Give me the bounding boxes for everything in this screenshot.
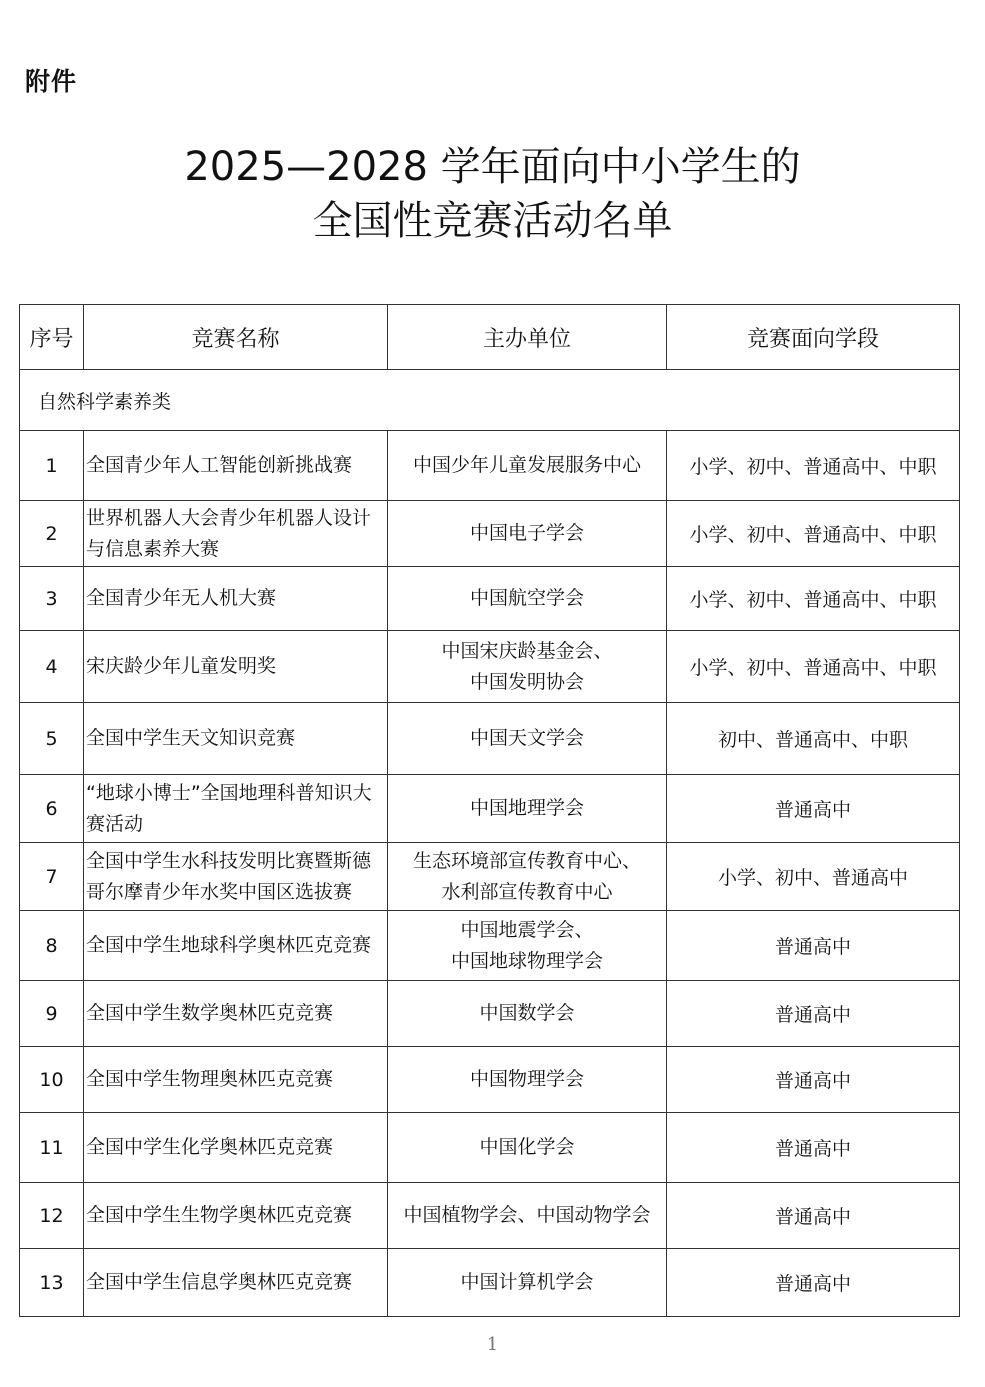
row-serial: 13 (20, 1249, 84, 1317)
row-organizer (388, 431, 667, 501)
attachment-label: 附件 (25, 67, 78, 96)
row-school-stage: 小学、初中、普通高中 (667, 843, 960, 911)
table-row (20, 775, 960, 843)
competition-name-line: “地球小博士”全国地理科普知识大 (86, 781, 372, 804)
row-serial: 4 (20, 631, 84, 703)
competition-name-line: 全国中学生化学奥林匹克竞赛 (86, 1136, 334, 1158)
table-row (20, 981, 960, 1047)
row-school-stage: 小学、初中、普通高中、中职 (667, 431, 960, 501)
row-school-stage: 普通高中 (667, 1249, 960, 1317)
row-serial: 5 (20, 703, 84, 775)
competition-name-line: 全国中学生生物学奥林匹克竞赛 (86, 1204, 353, 1226)
organizer-line: 中国发明协会 (469, 670, 584, 693)
organizer-line: 中国地震学会、 (460, 918, 594, 941)
row-organizer (388, 911, 667, 981)
row-serial: 9 (20, 981, 84, 1047)
row-competition-name (84, 775, 388, 843)
table-row (20, 1183, 960, 1249)
row-organizer (388, 567, 667, 631)
row-school-stage: 普通高中 (667, 981, 960, 1047)
row-school-stage: 小学、初中、普通高中、中职 (667, 567, 960, 631)
row-competition-name (84, 981, 388, 1047)
category-label: 自然科学素养类 (20, 370, 960, 431)
row-organizer (388, 1047, 667, 1113)
table-row (20, 1113, 960, 1183)
competition-name-line: 宋庆龄少年儿童发明奖 (86, 655, 277, 677)
table-header-row (20, 305, 960, 370)
table-row (20, 911, 960, 981)
organizer-line: 中国天文学会 (469, 727, 584, 749)
table-row (20, 631, 960, 703)
competition-name-line: 全国青少年人工智能创新挑战赛 (86, 454, 353, 476)
organizer-line: 中国地球物理学会 (450, 949, 603, 972)
competition-name-line: 全国中学生物理奥林匹克竞赛 (86, 1068, 334, 1090)
row-school-stage: 普通高中 (667, 911, 960, 981)
row-competition-name (84, 703, 388, 775)
row-competition-name (84, 1047, 388, 1113)
row-serial: 8 (20, 911, 84, 981)
row-school-stage: 普通高中 (667, 1047, 960, 1113)
row-competition-name (84, 1113, 388, 1183)
organizer-line: 水利部宣传教育中心 (441, 880, 613, 903)
row-serial: 2 (20, 501, 84, 567)
row-school-stage: 初中、普通高中、中职 (667, 703, 960, 775)
competition-name-line: 世界机器人大会青少年机器人设计 (86, 506, 372, 529)
row-serial: 7 (20, 843, 84, 911)
organizer-line: 中国计算机学会 (460, 1271, 594, 1293)
competition-name-line: 全国中学生天文知识竞赛 (86, 727, 296, 749)
competition-name-line: 全国青少年无人机大赛 (86, 587, 277, 609)
row-school-stage: 小学、初中、普通高中、中职 (667, 631, 960, 703)
organizer-line: 中国地理学会 (469, 797, 584, 819)
row-serial: 6 (20, 775, 84, 843)
row-competition-name (84, 911, 388, 981)
organizer-line: 中国化学会 (479, 1136, 575, 1158)
row-organizer (388, 631, 667, 703)
table-row (20, 703, 960, 775)
row-school-stage: 普通高中 (667, 1113, 960, 1183)
organizer-line: 中国植物学会、中国动物学会 (403, 1204, 651, 1226)
row-competition-name (84, 843, 388, 911)
row-competition-name (84, 1183, 388, 1249)
header-serial: 序号 (20, 305, 84, 370)
row-school-stage: 普通高中 (667, 775, 960, 843)
row-organizer (388, 1249, 667, 1317)
row-organizer (388, 703, 667, 775)
category-row (20, 370, 960, 431)
table-row (20, 843, 960, 911)
competition-name-line: 全国中学生水科技发明比赛暨斯德 (86, 849, 372, 872)
row-serial: 10 (20, 1047, 84, 1113)
row-competition-name (84, 431, 388, 501)
organizer-line: 中国数学会 (479, 1002, 575, 1024)
row-organizer (388, 501, 667, 567)
organizer-line: 中国少年儿童发展服务中心 (412, 454, 641, 476)
header-competition-name: 竞赛名称 (84, 305, 388, 370)
row-organizer (388, 981, 667, 1047)
organizer-line: 中国电子学会 (469, 522, 584, 544)
row-competition-name (84, 1249, 388, 1317)
competition-name-line: 与信息素养大赛 (86, 537, 220, 560)
competition-name-line: 全国中学生地球科学奥林匹克竞赛 (86, 934, 372, 956)
row-school-stage: 普通高中 (667, 1183, 960, 1249)
header-organizer: 主办单位 (388, 305, 667, 370)
organizer-line: 中国宋庆龄基金会、 (441, 639, 613, 662)
page-number: 1 (486, 1334, 499, 1355)
row-organizer (388, 775, 667, 843)
competition-name-line: 赛活动 (86, 812, 144, 835)
row-serial: 11 (20, 1113, 84, 1183)
competition-table (19, 304, 960, 1317)
document-title-line1: 2025—2028 学年面向中小学生的 (184, 144, 801, 190)
row-serial: 3 (20, 567, 84, 631)
row-competition-name (84, 567, 388, 631)
row-serial: 12 (20, 1183, 84, 1249)
organizer-line: 生态环境部宣传教育中心、 (412, 849, 641, 872)
organizer-line: 中国航空学会 (469, 587, 584, 609)
row-competition-name (84, 631, 388, 703)
row-organizer (388, 1183, 667, 1249)
row-organizer (388, 1113, 667, 1183)
row-school-stage: 小学、初中、普通高中、中职 (667, 501, 960, 567)
header-school-stage: 竞赛面向学段 (667, 305, 960, 370)
competition-name-line: 全国中学生信息学奥林匹克竞赛 (86, 1271, 353, 1293)
table-row (20, 501, 960, 567)
document-title-line2: 全国性竞赛活动名单 (312, 198, 673, 244)
table-row (20, 431, 960, 501)
table-row (20, 1249, 960, 1317)
competition-name-line: 全国中学生数学奥林匹克竞赛 (86, 1002, 334, 1024)
table-row (20, 1047, 960, 1113)
row-competition-name (84, 501, 388, 567)
competition-name-line: 哥尔摩青少年水奖中国区选拔赛 (86, 880, 353, 903)
table-row (20, 567, 960, 631)
organizer-line: 中国物理学会 (469, 1068, 584, 1090)
row-organizer (388, 843, 667, 911)
row-serial: 1 (20, 431, 84, 501)
